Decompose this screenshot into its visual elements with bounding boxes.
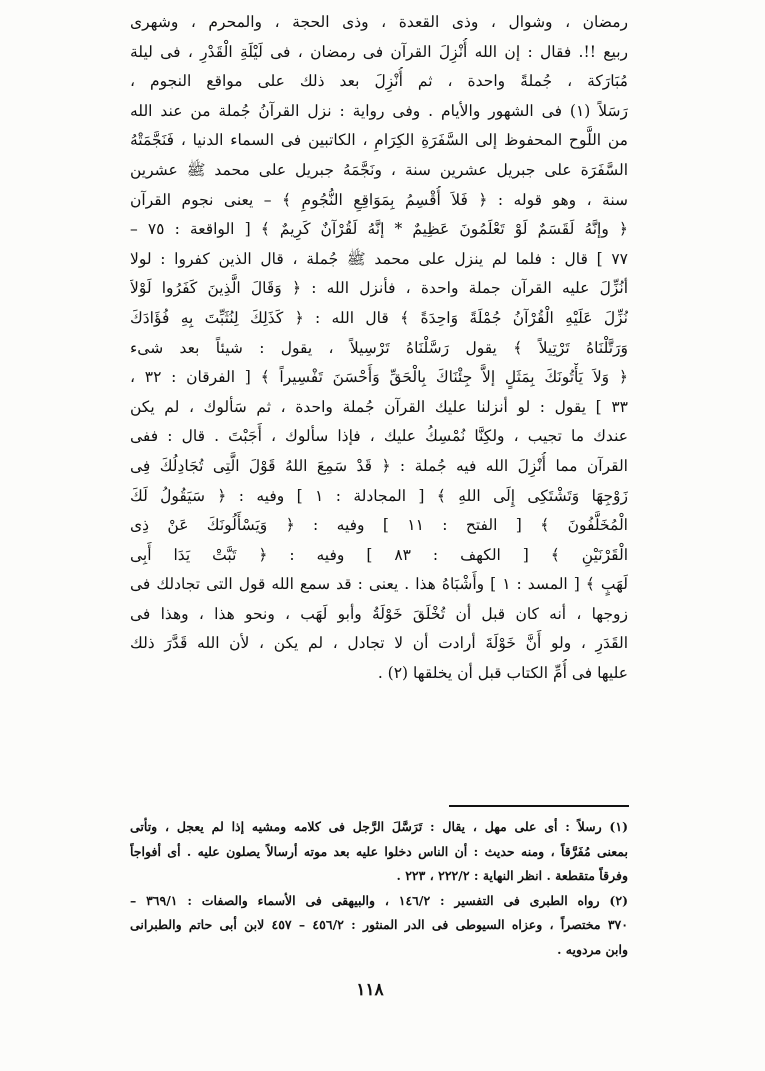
footnote-line: وابن مردويه . xyxy=(557,941,628,957)
text-line: القَدَرِ ، ولو أَنَّ خَوْلَةَ أرادت أن لا تجادل ، لم يكن ، لأن الله قَدَّرَ ذلك xyxy=(130,634,628,653)
text-line: القرآن مما أُنْزِلَ الله فيه جُملة : ﴿ قَدْ سَمِعَ اللهُ قَوْلَ الَّتِى تُجَادِلُكَ فِى xyxy=(130,456,628,475)
footnote-separator xyxy=(449,805,629,807)
text-line: أنُزِّلَ عليه القرآن جملة واحدة ، فأنزل الله : ﴿ وَقَالَ الَّذِينَ كَفَرُوا لَوْلاَ xyxy=(130,279,628,298)
main-text xyxy=(130,8,628,689)
footnote-line: (١) رسلاً : أى على مهل ، يقال : تَرَسَّلَ الرَّجل فى كلامه ومشيه إذا لم يعجل ، وتأتى xyxy=(130,819,628,834)
text-line: الْقَرْنَيْنِ ﴾ [ الكهف : ٨٣ ] وفيه : ﴿ تَبَّتْ يَدَا أَبِى xyxy=(130,545,628,564)
text-line: السَّفَرَة على جبريل عشرين سنة ، ونَجَّمَهُ جبريل على محمد ﷺ عشرين xyxy=(130,160,628,179)
footnotes xyxy=(130,815,628,962)
text-line: ٧٧ ] قال : فلما لم ينزل على محمد ﷺ جُملة ، قال الذين كفروا : لولا xyxy=(130,249,628,268)
text-line: مُبَارَكة ، جُملةً واحدة ، ثم أُنْزِلَ بعد ذلك على مواقع النجوم ، xyxy=(130,72,628,91)
text-line: عندك ما تجيب ، ولكِنَّا نُمْسِكُ عليك ، فإذا سألوك ، أَجَبْتَ . قال : ففى xyxy=(130,427,628,446)
footnote-line: بمعنى مُفَرَّقاً ، ومنه حديث : أن الناس دخلوا عليه بعد موته أرسالاً يصلون عليه . أى أفواجاً xyxy=(130,843,628,859)
text-line: عليها فى أُمِّ الكتاب قبل أن يخلقها (٢) . xyxy=(377,664,628,683)
text-line: رَسَلاً (١) فى الشهور والأيام . وفى رواية : نزل القرآنُ جُملة من عند الله xyxy=(130,101,628,120)
text-line: سنة ، وهو قوله : ﴿ فَلاَ أُقْسِمُ بِمَوَاقِعِ النُّجُومِ ﴾ – يعنى نجوم القرآن xyxy=(130,190,628,209)
text-line: رمضان ، وشوال ، وذى القعدة ، وذى الحجة ، والمحرم ، وشهرى xyxy=(130,13,628,31)
text-line: من اللَّوح المحفوظ إلى السَّفَرَةِ الكِرَامِ ، الكاتبين فى السماء الدنيا ، فَنَجَّمَتْهُ xyxy=(130,131,628,150)
text-line: ﴿ وَلاَ يَأْتُونَكَ بِمَثَلٍ إلاَّ جِئْنَاكَ بِالْحَقِّ وَأَحْسَنَ تَفْسِيراً ﴾ [ الفرقان : ٣٢ ، xyxy=(130,368,628,387)
footnote-line: ٣٧٠ مختصراً ، وعزاه السيوطى فى الدر المنثور : ٤٥٦/٢ – ٤٥٧ لابن أبى حاتم والطبرانى xyxy=(130,917,628,932)
footnote-line: وفرقاً متقطعة . انظر النهاية : ٢٢٢/٢ ، ٢٢٣ . xyxy=(396,868,628,883)
text-line: زَوْجِهَا وَتَشْتَكِى إِلَى اللهِ ﴾ [ المجادلة : ١ ] وفيه : ﴿ سَيَقُولُ لَكَ xyxy=(130,486,628,505)
page-number: ١١٨ xyxy=(356,980,384,1000)
text-line: الْمُخَلَّفُونَ ﴾ [ الفتح : ١١ ] وفيه : ﴿ وَيَسْأَلُونَكَ عَنْ ذِى xyxy=(130,516,628,535)
text-line: لَهَبٍ ﴾ [ المسد : ١ ] وأَشْبَاهُ هذا . يعنى : قد سمع الله قول التى تجادلك فى xyxy=(130,575,628,594)
text-line: نُزِّلَ عَلَيْهِ الْقُرْآنُ جُمْلَةً وَاحِدَةً ﴾ قال الله : ﴿ كَذَلِكَ لِنُثَبِّتَ بِهِ فُؤَادَكَ xyxy=(130,308,628,327)
text-line: ٣٣ ] يقول : لو أنزلنا عليك القرآن جُملة واحدة ، ثم سَألوك ، لم يكن xyxy=(130,397,628,416)
text-line: وَرَتَّلْنَاهُ تَرْتِيلاً ﴾ يقول رَسَّلْنَاهُ تَرْسِيلاً ، يقول : شيئاً بعد شىء xyxy=(130,338,628,357)
text-line: زوجها ، أنه كان قبل أن تُخْلَقَ خَوْلَةُ وأبو لَهَب ، ونحو هذا ، وهذا فى xyxy=(130,604,628,623)
text-line: ربيع !!. فقال : إن الله أُنْزِلَ القرآن فى رمضان ، فى لَيْلَةِ الْقَدْرِ ، فى ليلة xyxy=(130,42,628,61)
footnote-line: (٢) رواه الطبرى فى التفسير : ١٤٦/٢ ، والبيهقى فى الأسماء والصفات : ٣٦٩/١ – xyxy=(130,892,628,908)
text-line: ﴿ وإنَّهُ لَقَسَمٌ لَوْ تَعْلَمُونَ عَظِيمٌ * إنَّهُ لَقُرْآنٌ كَرِيمٌ ﴾ [ الواقعة : ٧٥ – xyxy=(130,220,628,239)
